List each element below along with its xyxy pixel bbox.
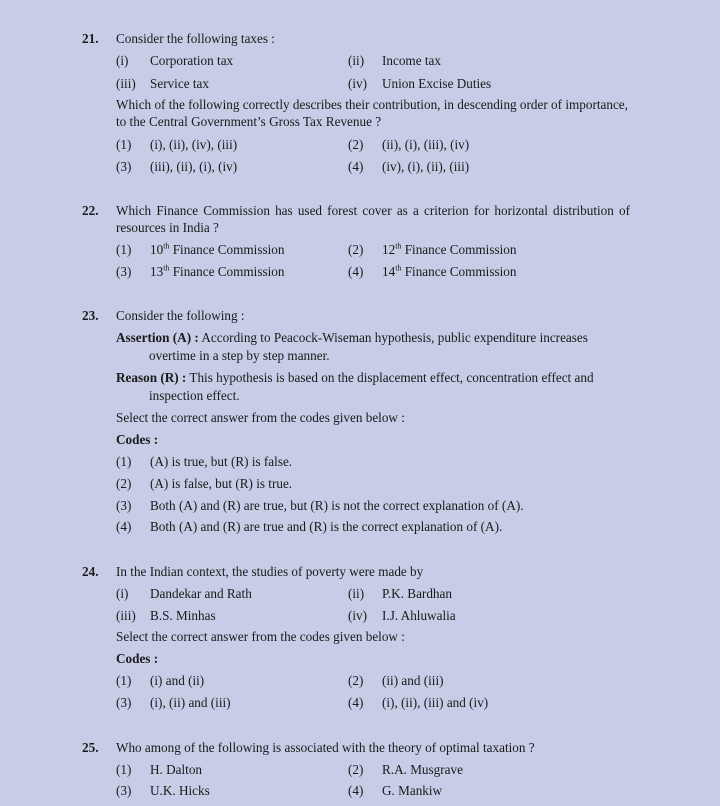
option-row	[0, 761, 720, 779]
assertion: Assertion (A) : According to Peacock-Wiseman hypothesis, public expenditure increases	[116, 330, 588, 345]
list-item: (ii) Income tax	[348, 53, 441, 68]
assertion-label: Assertion (A) :	[116, 330, 199, 345]
question-number: 21.	[82, 31, 99, 46]
answer-option[interactable]: (4) Both (A) and (R) are true and (R) is the correct explanation of (A).	[116, 519, 503, 534]
answer-option[interactable]: (1) H. Dalton	[116, 762, 203, 777]
reason-continued: inspection effect.	[149, 388, 240, 403]
question-stem: Who among of the following is associated with the theory of optimal taxation ?	[116, 740, 535, 755]
question-number: 22.	[82, 203, 99, 218]
question-stem: Which Finance Commission has used forest cover as a criterion for horizontal distribution of resources in India ?	[116, 203, 630, 236]
codes-label: Codes :	[116, 432, 159, 447]
codes-label: Codes :	[116, 651, 159, 666]
answer-option[interactable]: (4) G. Mankiw	[348, 783, 443, 798]
question-number: 24.	[82, 564, 99, 579]
list-item: (iii) B.S. Minhas	[116, 608, 216, 623]
question-number: 23.	[82, 308, 99, 323]
option-row	[0, 263, 720, 281]
option-row	[0, 672, 720, 690]
list-item: (ii) P.K. Bardhan	[348, 586, 452, 601]
item-row	[0, 75, 720, 93]
question-stem: Consider the following taxes :	[116, 31, 275, 46]
answer-option[interactable]: (1) (i) and (ii)	[116, 673, 205, 688]
list-item: (iii) Service tax	[116, 76, 209, 91]
answer-option[interactable]: (2) (ii) and (iii)	[348, 673, 444, 688]
answer-option[interactable]: (3) (i), (ii) and (iii)	[116, 695, 231, 710]
answer-option[interactable]: (3) Both (A) and (R) are true, but (R) is not the correct explanation of (A).	[116, 498, 524, 513]
answer-option[interactable]: (3) (iii), (ii), (i), (iv)	[116, 159, 238, 174]
assertion-continued: overtime in a step by step manner.	[149, 348, 330, 363]
option-row	[0, 158, 720, 176]
answer-option[interactable]: (1) (i), (ii), (iv), (iii)	[116, 137, 238, 152]
instruction: Select the correct answer from the codes given below :	[116, 410, 405, 425]
option-row	[0, 694, 720, 712]
answer-option[interactable]: (4) (i), (ii), (iii) and (iv)	[348, 695, 489, 710]
option-row	[0, 453, 720, 471]
answer-option[interactable]: (2) (A) is false, but (R) is true.	[116, 476, 293, 491]
reason-label: Reason (R) :	[116, 370, 187, 385]
answer-option[interactable]: (4) (iv), (i), (ii), (iii)	[348, 159, 470, 174]
list-item: (iv) Union Excise Duties	[348, 76, 492, 91]
item-row	[0, 607, 720, 625]
question-stem: In the Indian context, the studies of poverty were made by	[116, 564, 424, 579]
option-row	[0, 475, 720, 493]
list-item: (iv) I.J. Ahluwalia	[348, 608, 456, 623]
answer-option[interactable]: (1) (A) is true, but (R) is false.	[116, 454, 293, 469]
answer-option[interactable]: (1) 10th Finance Commission	[116, 241, 285, 257]
question-number: 25.	[82, 740, 99, 755]
option-row	[0, 518, 720, 536]
list-item: (i) Corporation tax	[116, 53, 234, 68]
option-row	[0, 497, 720, 515]
answer-option[interactable]: (3) 13th Finance Commission	[116, 263, 285, 279]
item-row	[0, 585, 720, 603]
reason: Reason (R) : This hypothesis is based on the displacement effect, concentration effect and	[116, 370, 594, 385]
option-row	[0, 782, 720, 800]
option-row	[0, 136, 720, 154]
answer-option[interactable]: (2) (ii), (i), (iii), (iv)	[348, 137, 470, 152]
item-row	[0, 52, 720, 70]
answer-option[interactable]: (2) 12th Finance Commission	[348, 241, 517, 257]
answer-option[interactable]: (2) R.A. Musgrave	[348, 762, 463, 777]
list-item: (i) Dandekar and Rath	[116, 586, 252, 601]
option-row	[0, 241, 720, 259]
question-text: Which of the following correctly describes their contribution, in descending order of importance, to the Central Government’s Gross Tax Revenue ?	[116, 97, 628, 130]
instruction: Select the correct answer from the codes given below :	[116, 629, 405, 644]
answer-option[interactable]: (4) 14th Finance Commission	[348, 263, 517, 279]
answer-option[interactable]: (3) U.K. Hicks	[116, 783, 210, 798]
question-stem: Consider the following :	[116, 308, 245, 323]
